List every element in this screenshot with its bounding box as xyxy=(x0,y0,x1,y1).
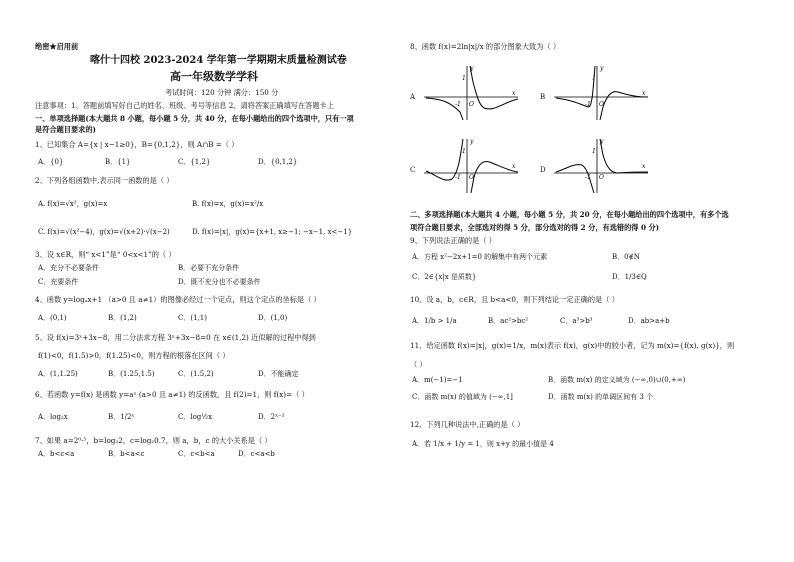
q7-stem: 7、如果 a=2⁰·⁵，b=log₂2，c=log₂0.7，则 a，b，c 的大小关系是（ ） xyxy=(35,436,272,445)
q8-stem: 8、函数 f(x)=2ln|x|/x 的部分图象大致为（ ） xyxy=(410,42,561,51)
y-axis-label: y xyxy=(600,138,604,145)
q3-opt-a: A．充分不必要条件 xyxy=(38,264,100,272)
q6-opt-a: A．log₂x xyxy=(38,413,68,421)
q9-opt-d: D．1/3∈Q xyxy=(612,273,647,281)
q5-opt-c: C．(1.5,2) xyxy=(178,370,214,378)
y-axis-label: y xyxy=(470,65,474,72)
graph-a xyxy=(422,62,522,122)
q7-opt-d: D．c<a<b xyxy=(238,450,275,458)
q6-opt-d: D．2ˣ⁻² xyxy=(258,413,285,421)
q10-opt-b: B．ac²>bc² xyxy=(488,317,529,325)
origin-label: O xyxy=(599,174,604,181)
q11-opt-b: B．函数 m(x) 的定义域为 (−∞,0)∪(0,+∞) xyxy=(548,376,686,384)
graph-b-label: B xyxy=(540,93,546,101)
q10-opt-c: C．a³>b³ xyxy=(560,317,593,325)
graph-a-label: A xyxy=(410,93,416,101)
q11-opt-d: D．函数 m(x) 的单调区间有 3 个 xyxy=(548,393,654,401)
q1-stem: 1、已知集合 A={x | x−1≥0}，B={0,1,2}，则 A∩B =（ ） xyxy=(35,140,239,149)
q4-opt-a: A．(0,1) xyxy=(38,314,67,322)
q2-opt-a: A. f(x)=√x²，g(x)=x xyxy=(38,200,108,208)
q1-opt-d: D．{0,1,2} xyxy=(258,158,298,166)
q10-stem: 10、设 a，b，c∈R，且 b<a<0，则下列结论一定正确的是（ ） xyxy=(410,295,619,304)
tick-one-label: 1 xyxy=(462,148,466,155)
x-axis-label: x xyxy=(642,90,646,97)
q9-opt-a: A．方程 x²−2x+1=0 的解集中有两个元素 xyxy=(412,253,548,261)
q11-stem: 11、给定函数 f(x)=|x|，g(x)=1/x，m(x)表示 f(x)，g(x)中的较小者，记为 m(x)={f(x), g(x)}，则 xyxy=(410,341,735,350)
graph-d-label: D xyxy=(540,166,546,174)
tick-neg-one-label: -1 xyxy=(455,174,461,181)
q7-opt-a: A．b<c<a xyxy=(38,450,75,458)
section1-line1: 一、单项选择题(本大题共 8 小题，每小题 5 分，共 40 分，在每小题给出的四个选项中，只有一项 xyxy=(35,114,354,123)
tick-one-label: 1 xyxy=(592,148,596,155)
q4-opt-c: C．(1,1) xyxy=(178,314,207,322)
q4-opt-b: B．(1,2) xyxy=(108,314,137,322)
q5-opt-d: D．不能确定 xyxy=(258,370,299,378)
origin-label: O xyxy=(469,101,474,108)
q12-stem: 12、下列几种说法中,正确的是（ ） xyxy=(410,420,525,429)
q5-opt-a: A．(1,1.25) xyxy=(38,370,78,378)
section2-line2: 项符合题目要求，全部选对的得 5 分，部分选对的得 2 分，有选错的得 0 分) xyxy=(410,223,660,232)
tick-one-label: 1 xyxy=(462,75,466,82)
tick-one-label: 1 xyxy=(592,75,596,82)
notice: 注意事项：1、答题前填写好自己的姓名、班级、考号等信息 2、请将答案正确填写在答题卡上 xyxy=(35,101,334,110)
q2-opt-c: C. f(x)=√(x²−4)，g(x)=√(x+2)·√(x−2) xyxy=(38,228,170,236)
tick-neg-one-label: -1 xyxy=(585,101,591,108)
q1-opt-a: A．{0} xyxy=(38,158,64,166)
section2-line1: 二、多项选择题(本大题共 4 小题，每小题 5 分，共 20 分，在每小题给出的四个选项中，有多个选 xyxy=(410,210,729,219)
q11-opt-c: C．函数 m(x) 的值域为 (−∞,1] xyxy=(412,393,513,401)
section1-line2: 是符合题目要求的) xyxy=(35,125,96,134)
q7-opt-b: B．b<a<c xyxy=(108,450,145,458)
tick-neg-one-label: -1 xyxy=(585,174,591,181)
q4-opt-d: D．(1,0) xyxy=(258,314,288,322)
graph-c-label: C xyxy=(410,166,416,174)
q6-opt-c: C．log½x xyxy=(178,413,213,421)
q3-opt-c: C．充要条件 xyxy=(38,278,79,286)
origin-label: O xyxy=(469,174,474,181)
q6-opt-b: B．1/2ˣ xyxy=(108,413,135,421)
x-axis-label: x xyxy=(642,163,646,170)
exam-subtitle: 高一年级数学学科 xyxy=(170,70,258,83)
q10-opt-a: A．1/b > 1/a xyxy=(412,317,457,325)
q3-opt-d: D．既不充分也不必要条件 xyxy=(178,278,261,286)
q9-stem: 9、下列说法正确的是（ ） xyxy=(410,236,496,245)
q5-stem: 5、设 f(x)=3ˣ+3x−8，用二分法求方程 3ˣ+3x−8=0 在 x∈(1,2) 近似解的过程中得到 xyxy=(35,333,316,342)
q11-opt-a: A．m(−1)=−1 xyxy=(412,376,463,384)
q4-stem: 4、函数 y=logₐx+1 （a>0 且 a≠1）的图像必经过一个定点，则这个定点的坐标是（ ） xyxy=(35,295,321,304)
q1-opt-b: B．{1} xyxy=(105,158,131,166)
q10-opt-d: D．ab>a+b xyxy=(628,317,670,325)
q6-stem: 6、若函数 y=f(x) 是函数 y=aˣ (a>0 且 a≠1) 的反函数，且 f(2)=1，则 f(x)=（ ） xyxy=(35,390,309,399)
exam-title: 喀什十四校 2023-2024 学年第一学期期末质量检测试卷 xyxy=(90,55,347,66)
q12-opt-a: A．若 1/x + 1/y = 1，则 x+y 的最小值是 4 xyxy=(412,440,554,448)
q7-opt-c: C．c<b<a xyxy=(178,450,215,458)
graph-d xyxy=(552,135,652,195)
q5-opt-b: B．(1.25,1.5) xyxy=(108,370,155,378)
secret-label: 绝密★启用前 xyxy=(35,42,79,51)
origin-label: O xyxy=(599,101,604,108)
q9-opt-c: C．2∈{x|x 是质数} xyxy=(412,273,477,281)
q2-opt-d: D. f(x)=|x|，g(x)={x+1, x≥−1; −x−1, x<−1} xyxy=(192,228,353,236)
q3-stem: 3、设 x∈R，则“ x<1”是“ 0<x<1”的（ ） xyxy=(35,250,176,259)
tick-neg-one-label: -1 xyxy=(455,101,461,108)
x-axis-label: x xyxy=(512,163,516,170)
q3-opt-b: B．必要不充分条件 xyxy=(178,264,240,272)
x-axis-label: x xyxy=(512,90,516,97)
y-axis-label: y xyxy=(600,65,604,72)
q2-opt-b: B. f(x)=x，g(x)=x²/x xyxy=(192,200,264,208)
q11-stem-2: （ ） xyxy=(410,360,427,369)
graph-b xyxy=(552,62,652,122)
q9-opt-b: B．0∉N xyxy=(612,253,640,261)
q2-stem: 2、下列各组函数中,表示同一函数的是（ ） xyxy=(35,176,174,185)
q1-opt-c: C．{1,2} xyxy=(178,158,211,166)
exam-info: 考试时间：120 分钟 满分：150 分 xyxy=(165,88,279,97)
q5-stem-2: f(1)<0，f(1.5)>0，f(1.25)<0，则方程的根落在区间（ ） xyxy=(38,351,230,360)
y-axis-label: y xyxy=(470,138,474,145)
graph-c xyxy=(422,135,522,195)
